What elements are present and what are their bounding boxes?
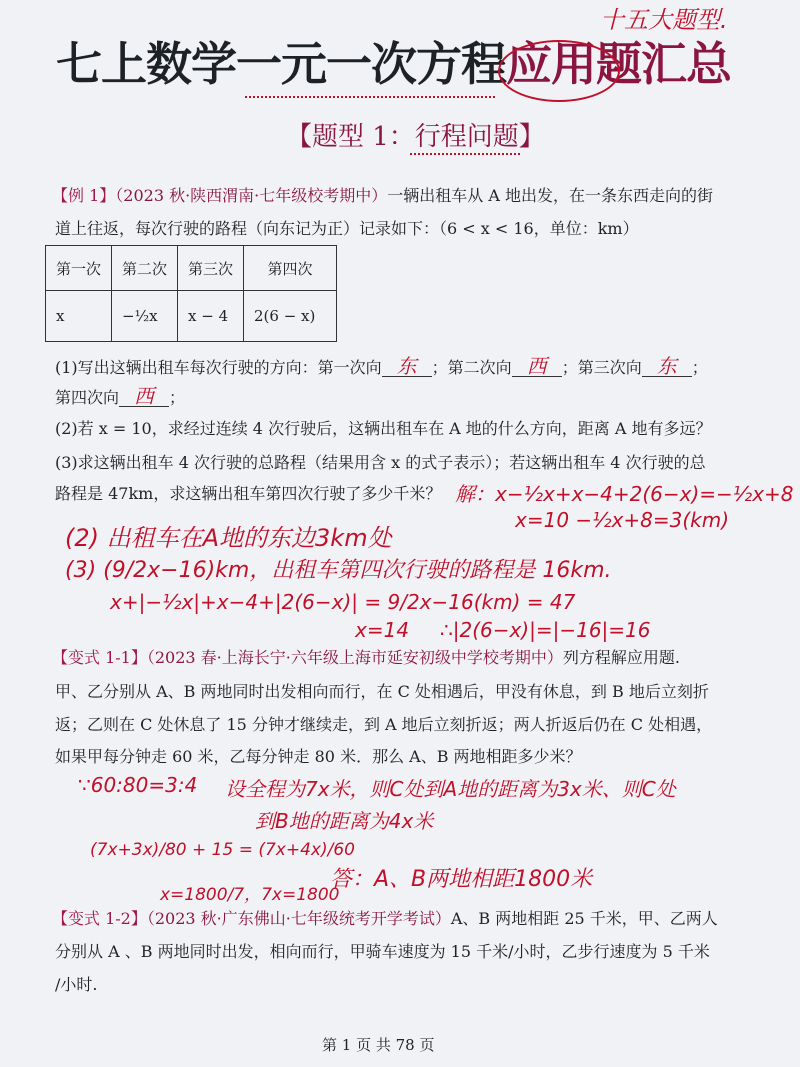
text: (1)写出这辆出租车每次行驶的方向：第一次向 xyxy=(55,358,382,377)
variant2-line: /小时. xyxy=(55,975,98,994)
example-source: （2023 秋·陕西渭南·七年级校考期中） xyxy=(115,186,388,205)
handwritten-solution: (2) 出租车在A地的东边3km处 xyxy=(65,524,392,552)
variant1-header xyxy=(52,648,680,668)
text: 列方程解应用题. xyxy=(562,648,680,667)
variant-tag: 【变式 1-2】 xyxy=(52,909,147,928)
section-heading: 【题型 1：行程问题】 xyxy=(286,122,545,152)
answer-blank: 西 xyxy=(512,356,562,377)
table-header: 第二次 xyxy=(112,246,178,291)
handwritten-solution: 解：x−½x+x−4+2(6−x)=−½x+8 xyxy=(455,482,794,506)
handwritten-solution: 设全程为7x米，则C处到A地的距离为3x米、则C处 xyxy=(225,777,676,801)
question-3-cont: 路程是 47km，求这辆出租车第四次行驶了多少千米？ xyxy=(55,484,442,503)
table-cell: x − 4 xyxy=(178,291,244,342)
handwritten-solution: ∴|2(6−x)|=|−16|=16 xyxy=(440,618,651,642)
variant-source: （2023 秋·广东佛山·七年级统考开学考试） xyxy=(146,909,451,928)
handwritten-circle xyxy=(498,40,620,102)
answer-blank: 西 xyxy=(119,386,169,407)
handwritten-solution: (7x+3x)/80 + 15 = (7x+4x)/60 xyxy=(90,840,355,860)
handwritten-solution: x=14 xyxy=(355,618,410,642)
handwritten-underline xyxy=(410,145,520,155)
handwritten-solution: x=10 −½x+8=3(km) xyxy=(515,508,730,532)
question-1 xyxy=(55,356,708,378)
variant-tag: 【变式 1-1】 xyxy=(52,648,147,667)
question-1-cont xyxy=(55,386,185,408)
text: ；第二次向 xyxy=(431,358,512,377)
text: ；第三次向 xyxy=(561,358,642,377)
answer-blank: 东 xyxy=(382,356,432,377)
table-header: 第三次 xyxy=(178,246,244,291)
variant-source: （2023 春·上海长宁·六年级上海市延安初级中学校考期中） xyxy=(146,648,563,667)
trip-table xyxy=(45,245,337,342)
table-header: 第一次 xyxy=(46,246,112,291)
variant1-line: 甲、乙分别从 A、B 两地同时出发相向而行，在 C 处相遇后，甲没有休息，到 B 地后立刻折 xyxy=(55,682,709,701)
example1-line1 xyxy=(52,186,713,206)
handwritten-solution: x+|−½x|+x−4+|2(6−x)| = 9/2x−16(km) = 47 xyxy=(110,590,576,614)
text: ； xyxy=(169,388,186,407)
text: 第四次向 xyxy=(55,388,120,407)
handwritten-solution: (3) (9/2x−16)km，出租车第四次行驶的路程是 16km. xyxy=(65,558,612,583)
handwritten-solution: ∵60:80=3:4 xyxy=(78,773,198,797)
handwritten-answer: 答：A、B两地相距1800米 xyxy=(330,867,593,892)
title-part1: 七上数学一元一次方程 xyxy=(56,37,506,91)
example-tag: 【例 1】 xyxy=(52,186,116,205)
handwritten-annotation: 十五大题型. xyxy=(600,6,728,34)
question-3: (3)求这辆出租车 4 次行驶的总路程（结果用含 x 的式子表示）；若这辆出租车 4 次行驶的总 xyxy=(55,453,706,472)
page-footer: 第 1 页 共 78 页 xyxy=(322,1036,435,1054)
handwritten-underline xyxy=(245,88,495,98)
table-cell: x xyxy=(46,291,112,342)
handwritten-solution: 到B地的距离为4x米 xyxy=(255,809,434,833)
variant2-line: 分别从 A 、B 两地同时出发，相向而行，甲骑车速度为 15 千米/小时，乙步行速度为 5 千米 xyxy=(55,942,710,961)
table-header: 第四次 xyxy=(244,246,337,291)
page-title xyxy=(56,28,731,94)
table-cell: 2(6 − x) xyxy=(244,291,337,342)
text: ； xyxy=(691,358,708,377)
question-2: (2)若 x = 10，求经过连续 4 次行驶后，这辆出租车在 A 地的什么方向，距离 A 地有多远？ xyxy=(55,419,712,438)
handwritten-solution: x=1800/7，7x=1800 xyxy=(160,885,340,905)
variant1-line: 返；乙则在 C 处休息了 15 分钟才继续走，到 A 地后立刻折返；两人折返后仍在 C 处相遇， xyxy=(55,715,713,734)
title-highlight: 应用题汇总 xyxy=(506,37,731,91)
text: A、B 两地相距 25 千米，甲、乙两人 xyxy=(450,909,718,928)
variant2-header xyxy=(52,909,718,929)
variant1-line: 如果甲每分钟走 60 米，乙每分钟走 80 米．那么 A、B 两地相距多少米？ xyxy=(55,747,582,766)
table-cell: −½x xyxy=(112,291,178,342)
example1-line2: 道上往返，每次行驶的路程（向东记为正）记录如下：（6 < x < 16，单位：km） xyxy=(55,219,639,238)
answer-blank: 东 xyxy=(642,356,692,377)
text: 一辆出租车从 A 地出发，在一条东西走向的街 xyxy=(387,186,713,205)
